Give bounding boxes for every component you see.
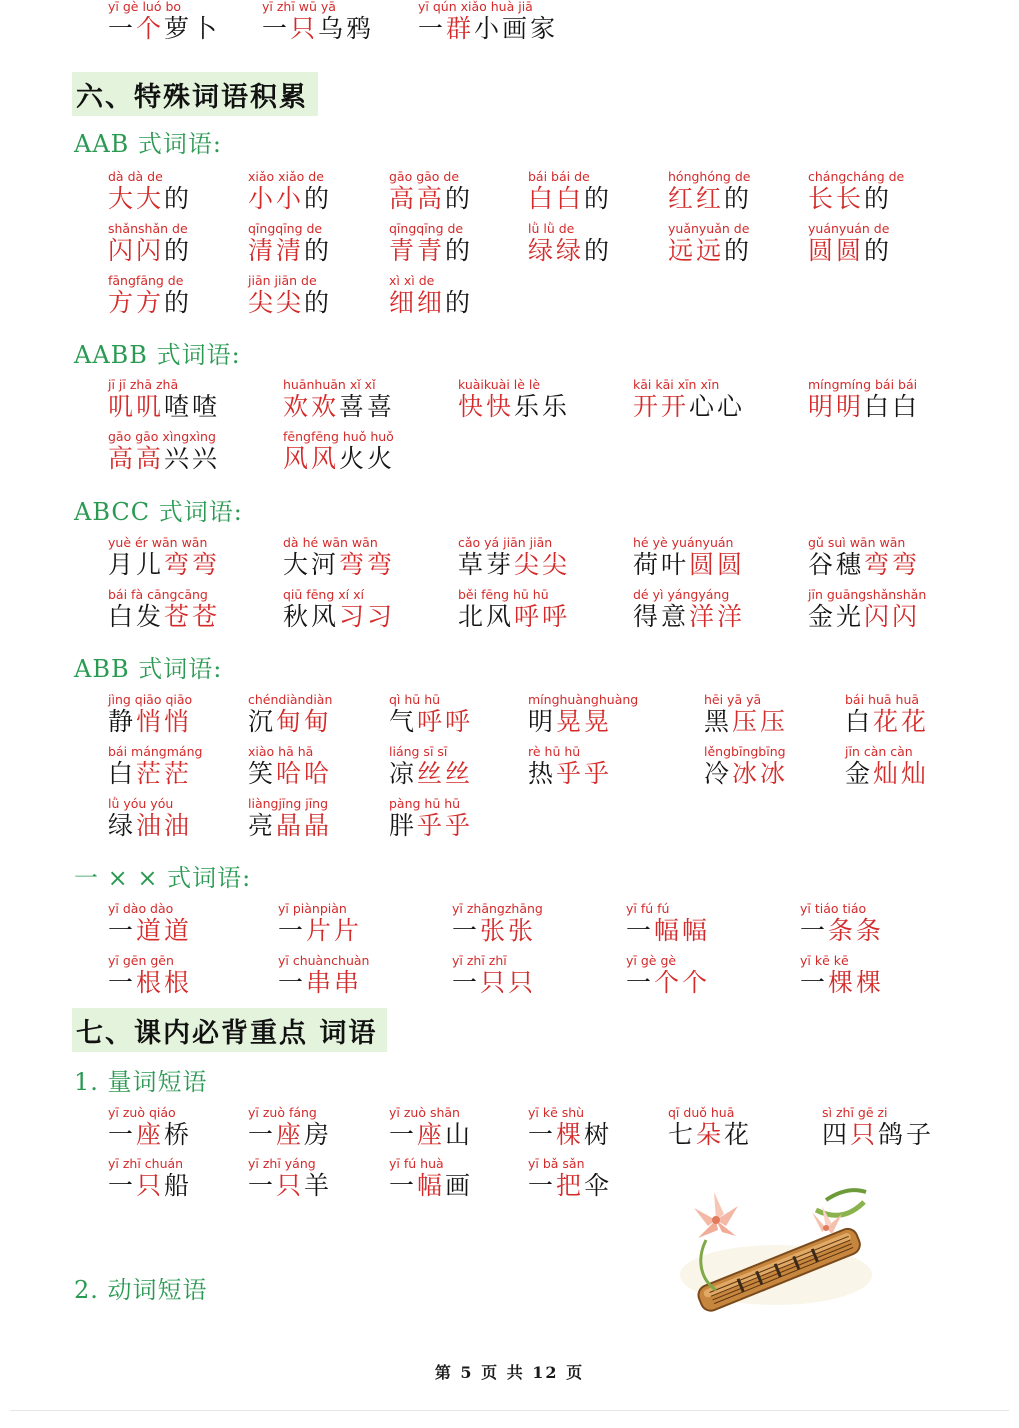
word-hanzi: 谷穗弯弯 (808, 550, 921, 579)
word-pinyin: dà dà de (108, 169, 163, 184)
word-hanzi: 绿绿的 (528, 236, 613, 265)
word-hanzi: 一座山 (389, 1120, 474, 1149)
word-hanzi: 白白的 (528, 184, 613, 213)
word-hanzi: 一幅画 (389, 1171, 474, 1200)
word-pinyin: jī jī zhā zhā (108, 377, 179, 392)
word-hanzi: 一只乌鸦 (262, 14, 375, 43)
word-hanzi: 一把伞 (528, 1171, 613, 1200)
word-hanzi: 一道道 (108, 916, 193, 945)
guzheng-lily-icon (676, 1180, 876, 1330)
word-hanzi: 秋风习习 (283, 602, 396, 631)
word-hanzi: 高高的 (389, 184, 474, 213)
word-hanzi: 白茫茫 (108, 759, 193, 788)
word-pinyin: dà hé wān wān (283, 535, 378, 550)
word-pinyin: xì xì de (389, 273, 435, 288)
word-hanzi: 一个个 (626, 968, 711, 997)
section-six-title: 六、特殊词语积累 (72, 72, 318, 116)
word-pinyin: qī duǒ huā (668, 1105, 735, 1120)
word-pinyin: qīngqīng de (248, 221, 323, 236)
word-pinyin: yī gēn gēn (108, 953, 174, 968)
word-pinyin: hé yè yuányuán (633, 535, 734, 550)
word-pinyin: hónghóng de (668, 169, 751, 184)
word-pinyin: yī tiáo tiáo (800, 901, 867, 916)
word-hanzi: 四只鸽子 (822, 1120, 935, 1149)
word-pinyin: chéndiàndiàn (248, 692, 333, 707)
word-pinyin: jiān jiān de (248, 273, 317, 288)
word-hanzi: 闪闪的 (108, 236, 193, 265)
word-pinyin: yī gè gè (626, 953, 677, 968)
page-divider (10, 1410, 1009, 1411)
word-hanzi: 明晃晃 (528, 707, 613, 736)
word-hanzi: 金光闪闪 (808, 602, 921, 631)
word-hanzi: 热乎乎 (528, 759, 613, 788)
word-pinyin: xiǎo xiǎo de (248, 169, 324, 184)
word-hanzi: 一只羊 (248, 1171, 333, 1200)
word-pinyin: xiào hā hā (248, 744, 314, 759)
word-pinyin: lěngbīngbīng (704, 744, 786, 759)
word-pinyin: kāi kāi xīn xīn (633, 377, 720, 392)
word-pinyin: kuàikuài lè lè (458, 377, 541, 392)
word-pinyin: yī zhī yáng (248, 1156, 316, 1171)
word-pinyin: lǜ yóu yóu (108, 796, 174, 811)
word-pinyin: gǔ suì wān wān (808, 535, 906, 550)
word-hanzi: 草芽尖尖 (458, 550, 571, 579)
word-hanzi: 冷冰冰 (704, 759, 789, 788)
word-hanzi: 快快乐乐 (458, 392, 571, 421)
word-pinyin: jīn guāngshǎnshǎn (808, 587, 927, 602)
word-pinyin: fāngfāng de (108, 273, 184, 288)
word-hanzi: 风风火火 (283, 444, 396, 473)
word-hanzi: 绿油油 (108, 811, 193, 840)
word-hanzi: 一串串 (278, 968, 363, 997)
word-hanzi: 得意洋洋 (633, 602, 746, 631)
word-hanzi: 细细的 (389, 288, 474, 317)
word-hanzi: 一棵树 (528, 1120, 613, 1149)
word-hanzi: 一群小画家 (418, 14, 559, 43)
word-hanzi: 气呼呼 (389, 707, 474, 736)
word-pinyin: huānhuān xǐ xǐ (283, 377, 376, 392)
word-pinyin: míngmíng bái bái (808, 377, 918, 392)
word-hanzi: 清清的 (248, 236, 333, 265)
word-pinyin: yī zuò shān (389, 1105, 460, 1120)
word-hanzi: 一只只 (452, 968, 537, 997)
word-pinyin: liáng sī sī (389, 744, 448, 759)
word-hanzi: 凉丝丝 (389, 759, 474, 788)
word-pinyin: běi fēng hū hū (458, 587, 549, 602)
word-pinyin: bái mángmáng (108, 744, 203, 759)
word-pinyin: yī bǎ sǎn (528, 1156, 585, 1171)
word-hanzi: 远远的 (668, 236, 753, 265)
word-pinyin: yī zhī zhī (452, 953, 507, 968)
word-hanzi: 高高兴兴 (108, 444, 221, 473)
word-pinyin: yī kē shù (528, 1105, 585, 1120)
word-pinyin: yī zhāngzhāng (452, 901, 543, 916)
word-pinyin: yī piànpiàn (278, 901, 347, 916)
word-hanzi: 叽叽喳喳 (108, 392, 221, 421)
word-pinyin: lǜ lǜ de (528, 221, 575, 236)
word-hanzi: 小小的 (248, 184, 333, 213)
word-hanzi: 长长的 (808, 184, 893, 213)
word-pinyin: yuányuán de (808, 221, 890, 236)
word-hanzi: 大河弯弯 (283, 550, 396, 579)
word-pinyin: sì zhī gē zi (822, 1105, 888, 1120)
word-pinyin: yī fú huà (389, 1156, 444, 1171)
word-pinyin: gāo gāo de (389, 169, 460, 184)
word-hanzi: 亮晶晶 (248, 811, 333, 840)
word-pinyin: qīngqīng de (389, 221, 464, 236)
word-pinyin: yī zhī wū yā (262, 0, 336, 14)
word-hanzi: 胖乎乎 (389, 811, 474, 840)
aabb-heading: AABB 式词语: (74, 341, 241, 369)
word-pinyin: yī zuò qiáo (108, 1105, 176, 1120)
word-hanzi: 金灿灿 (845, 759, 930, 788)
page-footer: 第 5 页 共 12 页 (434, 1363, 585, 1382)
word-hanzi: 北风呼呼 (458, 602, 571, 631)
word-hanzi: 七朵花 (668, 1120, 753, 1149)
word-hanzi: 白发苍苍 (108, 602, 221, 631)
word-pinyin: jīn càn càn (845, 744, 913, 759)
word-pinyin: bái huā huā (845, 692, 920, 707)
word-hanzi: 方方的 (108, 288, 193, 317)
word-pinyin: fēngfēng huǒ huǒ (283, 429, 394, 444)
word-pinyin: yuè ér wān wān (108, 535, 208, 550)
word-pinyin: cǎo yá jiān jiān (458, 535, 553, 550)
yixx-heading: 一 × × 式词语: (74, 864, 252, 892)
section-seven-title: 七、课内必背重点 词语 (72, 1008, 387, 1052)
word-pinyin: yī gè luó bo (108, 0, 182, 14)
word-hanzi: 开开心心 (633, 392, 746, 421)
word-hanzi: 大大的 (108, 184, 193, 213)
abcc-heading: ABCC 式词语: (74, 498, 243, 526)
word-pinyin: hēi yā yā (704, 692, 762, 707)
word-hanzi: 白花花 (845, 707, 930, 736)
word-hanzi: 圆圆的 (808, 236, 893, 265)
word-hanzi: 黑压压 (704, 707, 789, 736)
word-pinyin: shǎnshǎn de (108, 221, 188, 236)
word-pinyin: gāo gāo xìngxìng (108, 429, 216, 444)
word-pinyin: mínghuànghuàng (528, 692, 639, 707)
word-hanzi: 尖尖的 (248, 288, 333, 317)
word-pinyin: liàngjīng jīng (248, 796, 329, 811)
word-hanzi: 荷叶圆圆 (633, 550, 746, 579)
word-pinyin: yī kē kē (800, 953, 849, 968)
word-hanzi: 月儿弯弯 (108, 550, 221, 579)
word-hanzi: 静悄悄 (108, 707, 193, 736)
word-hanzi: 沉甸甸 (248, 707, 333, 736)
abb-heading: ABB 式词语: (74, 655, 223, 683)
word-pinyin: yī fú fú (626, 901, 670, 916)
word-hanzi: 一棵棵 (800, 968, 885, 997)
word-hanzi: 红红的 (668, 184, 753, 213)
word-hanzi: 一张张 (452, 916, 537, 945)
word-hanzi: 一片片 (278, 916, 363, 945)
word-pinyin: yī qún xiǎo huà jiā (418, 0, 533, 14)
word-hanzi: 一条条 (800, 916, 885, 945)
word-pinyin: bái fà cāngcāng (108, 587, 208, 602)
word-pinyin: dé yì yángyáng (633, 587, 730, 602)
word-pinyin: qiū fēng xí xí (283, 587, 364, 602)
word-hanzi: 一座房 (248, 1120, 333, 1149)
word-pinyin: qì hū hū (389, 692, 441, 707)
word-pinyin: pàng hū hū (389, 796, 461, 811)
word-hanzi: 欢欢喜喜 (283, 392, 396, 421)
word-pinyin: chángcháng de (808, 169, 905, 184)
word-pinyin: bái bái de (528, 169, 590, 184)
word-pinyin: yī zuò fáng (248, 1105, 317, 1120)
word-hanzi: 明明白白 (808, 392, 921, 421)
word-hanzi: 一座桥 (108, 1120, 193, 1149)
word-pinyin: jìng qiāo qiāo (108, 692, 193, 707)
word-pinyin: yī dào dào (108, 901, 174, 916)
word-pinyin: yī chuànchuàn (278, 953, 370, 968)
word-hanzi: 一根根 (108, 968, 193, 997)
aab-heading: AAB 式词语: (74, 130, 223, 158)
word-hanzi: 青青的 (389, 236, 474, 265)
word-hanzi: 笑哈哈 (248, 759, 333, 788)
word-pinyin: yuǎnyuǎn de (668, 221, 750, 236)
word-pinyin: yī zhī chuán (108, 1156, 184, 1171)
word-pinyin: rè hū hū (528, 744, 581, 759)
liangci-heading: 1. 量词短语 (74, 1068, 208, 1096)
word-hanzi: 一幅幅 (626, 916, 711, 945)
dongci-heading: 2. 动词短语 (74, 1276, 208, 1304)
word-hanzi: 一只船 (108, 1171, 193, 1200)
word-hanzi: 一个萝卜 (108, 14, 221, 43)
